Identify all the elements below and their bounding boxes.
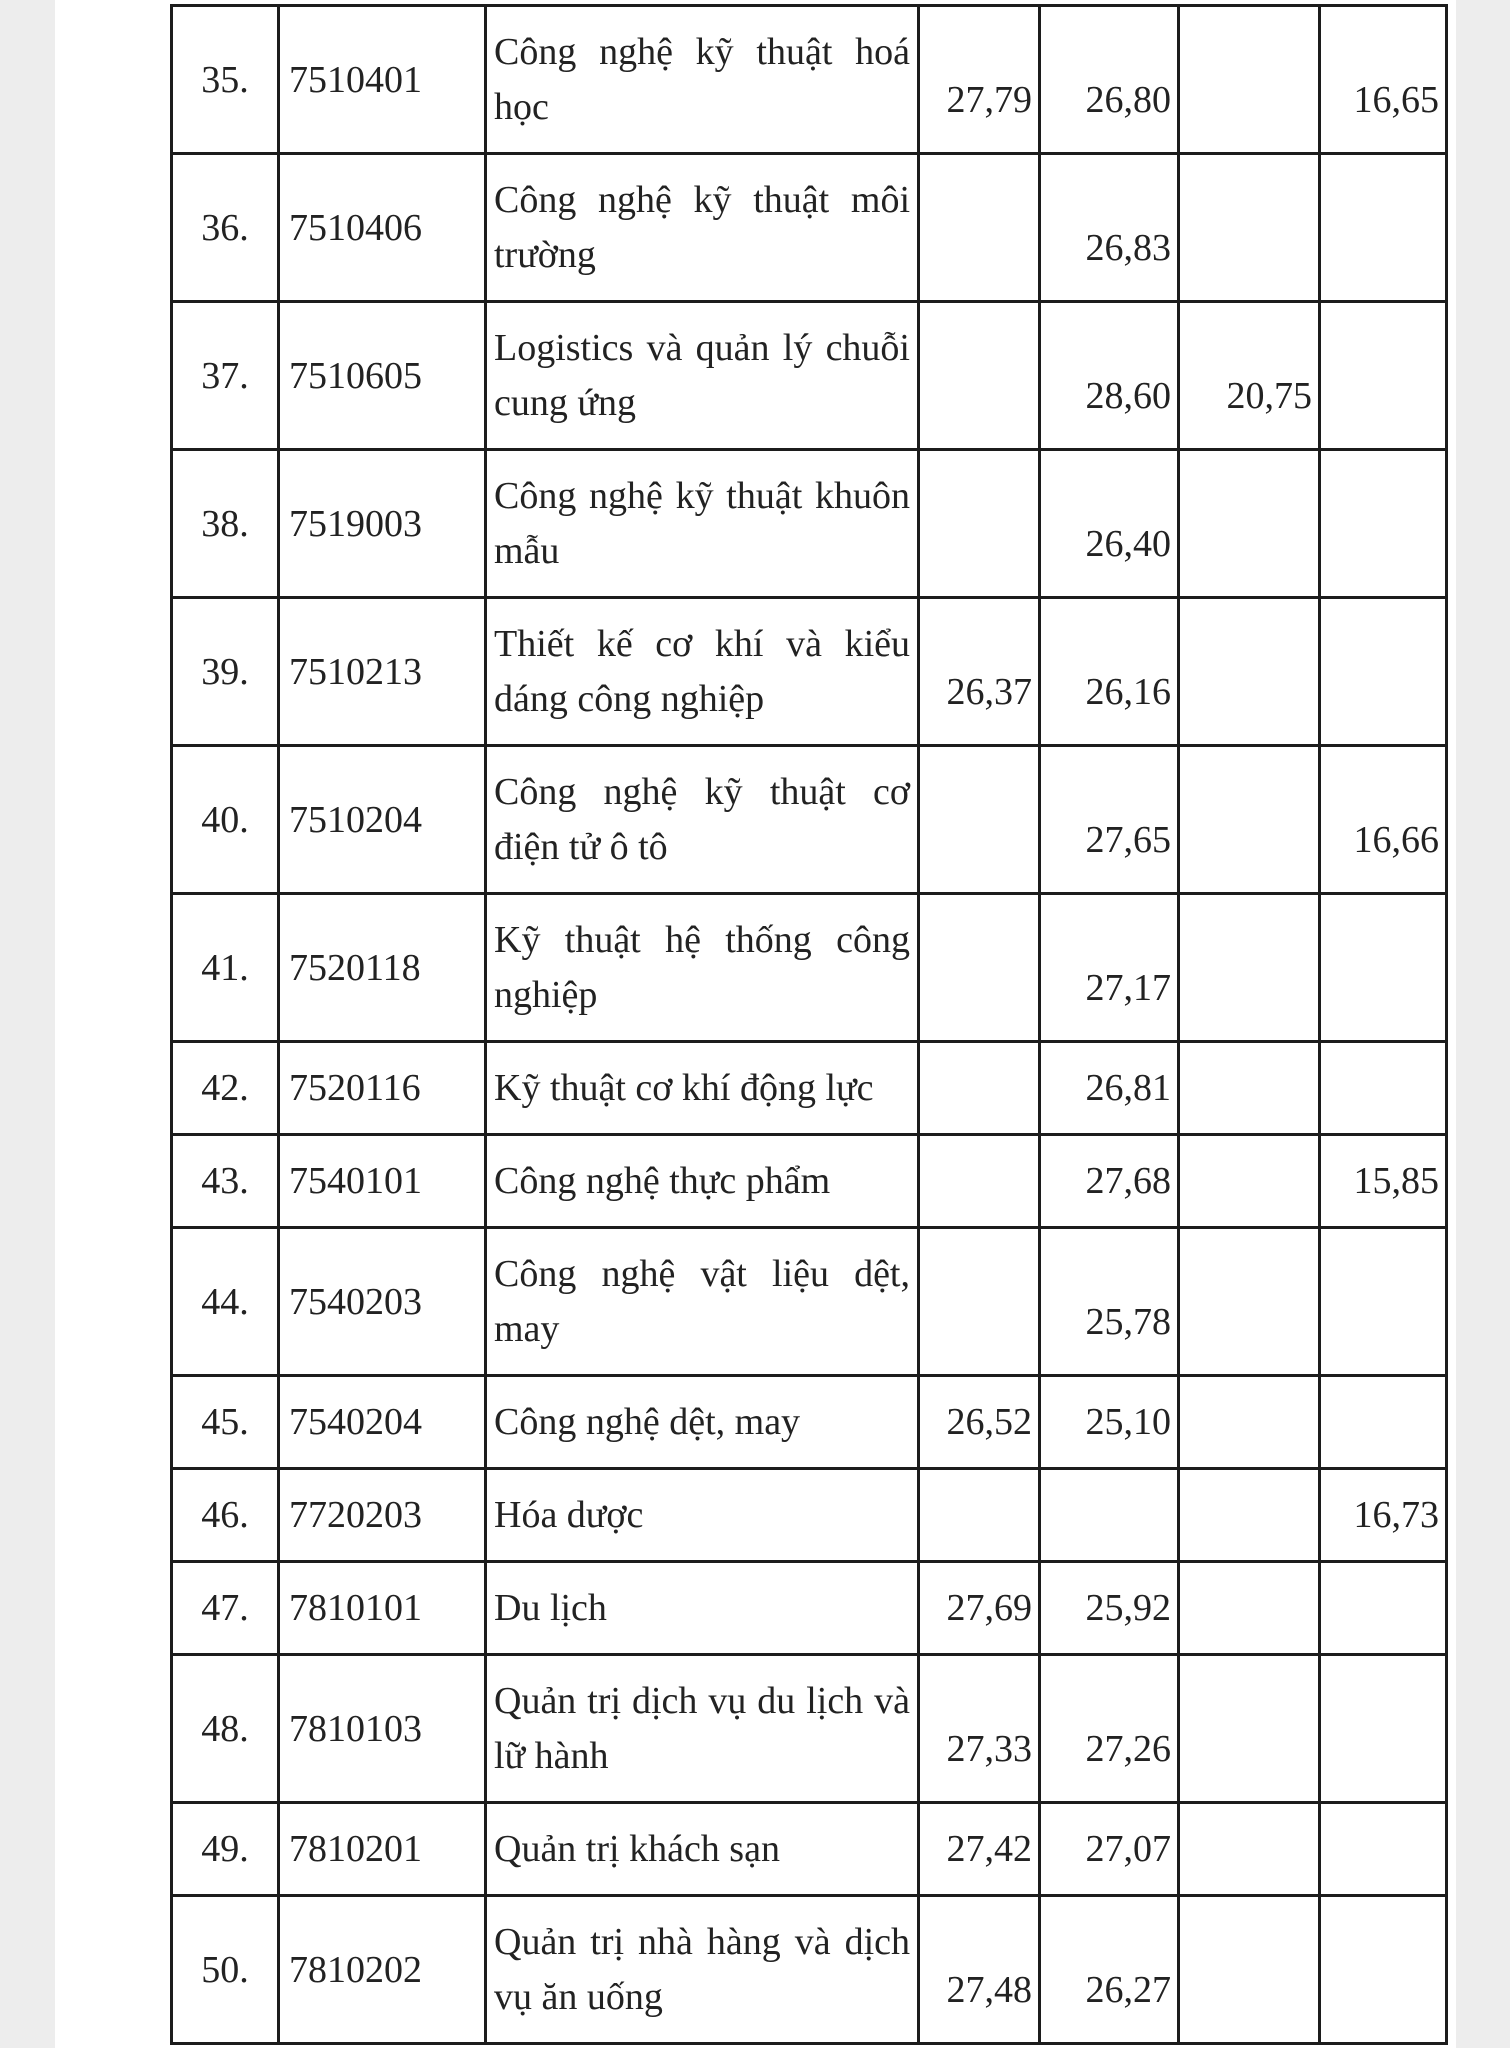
- program-name: Công nghệ kỹ thuật môi trường: [486, 154, 919, 302]
- score-cell-3: [1179, 154, 1320, 302]
- score-cell-2: 27,65: [1040, 746, 1179, 894]
- score-cell-4: 16,65: [1320, 6, 1447, 154]
- score-cell-4: [1320, 1376, 1447, 1469]
- table-row: [172, 1896, 1447, 2044]
- program-name: Logistics và quản lý chuỗi cung ứng: [486, 302, 919, 450]
- row-number: 45.: [172, 1376, 279, 1469]
- score-cell-3: [1179, 746, 1320, 894]
- score-cell-4: [1320, 1228, 1447, 1376]
- score-cell-1: 26,52: [919, 1376, 1040, 1469]
- row-number: 42.: [172, 1042, 279, 1135]
- score-cell-3: [1179, 450, 1320, 598]
- score-cell-2: 25,92: [1040, 1562, 1179, 1655]
- row-number: 49.: [172, 1803, 279, 1896]
- score-cell-2: 27,68: [1040, 1135, 1179, 1228]
- program-name: Kỹ thuật cơ khí động lực: [486, 1042, 919, 1135]
- table-row: [172, 6, 1447, 154]
- score-cell-1: 26,37: [919, 598, 1040, 746]
- program-code: 7520116: [279, 1042, 486, 1135]
- score-cell-1: 27,69: [919, 1562, 1040, 1655]
- program-name: Quản trị dịch vụ du lịch và lữ hành: [486, 1655, 919, 1803]
- table-row: [172, 1655, 1447, 1803]
- program-code: 7810101: [279, 1562, 486, 1655]
- row-number: 38.: [172, 450, 279, 598]
- table-row: [172, 1042, 1447, 1135]
- score-cell-1: [919, 154, 1040, 302]
- table-row: [172, 894, 1447, 1042]
- row-number: 40.: [172, 746, 279, 894]
- score-cell-3: [1179, 1469, 1320, 1562]
- score-cell-3: [1179, 1228, 1320, 1376]
- score-cell-2: 27,17: [1040, 894, 1179, 1042]
- row-number: 35.: [172, 6, 279, 154]
- row-number: 43.: [172, 1135, 279, 1228]
- program-name: Công nghệ kỹ thuật cơ điện tử ô tô: [486, 746, 919, 894]
- program-code: 7540204: [279, 1376, 486, 1469]
- program-code: 7520118: [279, 894, 486, 1042]
- score-cell-3: [1179, 6, 1320, 154]
- document-page: [55, 0, 1456, 2048]
- table-row: [172, 302, 1447, 450]
- score-cell-3: [1179, 1135, 1320, 1228]
- program-name: Kỹ thuật hệ thống công nghiệp: [486, 894, 919, 1042]
- program-code: 7510406: [279, 154, 486, 302]
- table-row: [172, 1135, 1447, 1228]
- score-cell-4: [1320, 1655, 1447, 1803]
- score-cell-1: 27,42: [919, 1803, 1040, 1896]
- score-cell-2: 26,27: [1040, 1896, 1179, 2044]
- row-number: 47.: [172, 1562, 279, 1655]
- score-cell-1: [919, 1469, 1040, 1562]
- table-body: [172, 6, 1447, 2044]
- row-number: 37.: [172, 302, 279, 450]
- score-cell-2: [1040, 1469, 1179, 1562]
- table-row: [172, 1469, 1447, 1562]
- score-cell-4: [1320, 1896, 1447, 2044]
- score-cell-4: [1320, 894, 1447, 1042]
- table-row: [172, 1376, 1447, 1469]
- program-name: Công nghệ kỹ thuật hoá học: [486, 6, 919, 154]
- row-number: 50.: [172, 1896, 279, 2044]
- score-cell-4: [1320, 598, 1447, 746]
- program-code: 7510213: [279, 598, 486, 746]
- program-name: Công nghệ thực phẩm: [486, 1135, 919, 1228]
- score-cell-1: [919, 894, 1040, 1042]
- score-cell-2: 26,16: [1040, 598, 1179, 746]
- score-cell-4: 15,85: [1320, 1135, 1447, 1228]
- table-row: [172, 1803, 1447, 1896]
- program-name: Công nghệ vật liệu dệt, may: [486, 1228, 919, 1376]
- score-cell-4: 16,73: [1320, 1469, 1447, 1562]
- score-cell-3: [1179, 1655, 1320, 1803]
- table-row: [172, 1562, 1447, 1655]
- score-cell-1: 27,33: [919, 1655, 1040, 1803]
- score-cell-3: [1179, 1376, 1320, 1469]
- score-cell-4: 16,66: [1320, 746, 1447, 894]
- row-number: 36.: [172, 154, 279, 302]
- row-number: 41.: [172, 894, 279, 1042]
- program-code: 7540203: [279, 1228, 486, 1376]
- program-name: Công nghệ kỹ thuật khuôn mẫu: [486, 450, 919, 598]
- table-row: [172, 598, 1447, 746]
- score-cell-1: [919, 746, 1040, 894]
- table-row: [172, 154, 1447, 302]
- score-cell-4: [1320, 450, 1447, 598]
- table-row: [172, 450, 1447, 598]
- program-code: 7810103: [279, 1655, 486, 1803]
- score-cell-1: 27,79: [919, 6, 1040, 154]
- score-cell-2: 27,07: [1040, 1803, 1179, 1896]
- program-name: Thiết kế cơ khí và kiểu dáng công nghiệp: [486, 598, 919, 746]
- score-cell-1: [919, 450, 1040, 598]
- program-code: 7519003: [279, 450, 486, 598]
- program-code: 7540101: [279, 1135, 486, 1228]
- score-cell-1: 27,48: [919, 1896, 1040, 2044]
- row-number: 44.: [172, 1228, 279, 1376]
- program-code: 7810202: [279, 1896, 486, 2044]
- score-cell-2: 26,81: [1040, 1042, 1179, 1135]
- program-code: 7510204: [279, 746, 486, 894]
- score-cell-3: [1179, 598, 1320, 746]
- program-name: Công nghệ dệt, may: [486, 1376, 919, 1469]
- row-number: 48.: [172, 1655, 279, 1803]
- score-cell-3: [1179, 1803, 1320, 1896]
- score-cell-2: 26,83: [1040, 154, 1179, 302]
- program-code: 7720203: [279, 1469, 486, 1562]
- score-cell-2: 28,60: [1040, 302, 1179, 450]
- table-row: [172, 1228, 1447, 1376]
- score-cell-3: [1179, 1042, 1320, 1135]
- admission-scores-table: [170, 4, 1448, 2045]
- program-code: 7810201: [279, 1803, 486, 1896]
- score-cell-1: [919, 1228, 1040, 1376]
- row-number: 46.: [172, 1469, 279, 1562]
- score-cell-2: 26,80: [1040, 6, 1179, 154]
- score-cell-2: 25,78: [1040, 1228, 1179, 1376]
- program-code: 7510401: [279, 6, 486, 154]
- row-number: 39.: [172, 598, 279, 746]
- score-cell-2: 26,40: [1040, 450, 1179, 598]
- score-cell-4: [1320, 302, 1447, 450]
- program-name: Quản trị nhà hàng và dịch vụ ăn uống: [486, 1896, 919, 2044]
- score-cell-4: [1320, 1042, 1447, 1135]
- score-cell-4: [1320, 154, 1447, 302]
- score-cell-2: 27,26: [1040, 1655, 1179, 1803]
- score-cell-1: [919, 302, 1040, 450]
- score-cell-1: [919, 1042, 1040, 1135]
- score-cell-2: 25,10: [1040, 1376, 1179, 1469]
- score-cell-1: [919, 1135, 1040, 1228]
- score-cell-3: [1179, 1562, 1320, 1655]
- score-cell-4: [1320, 1562, 1447, 1655]
- program-code: 7510605: [279, 302, 486, 450]
- score-cell-3: [1179, 1896, 1320, 2044]
- score-cell-3: 20,75: [1179, 302, 1320, 450]
- table-row: [172, 746, 1447, 894]
- program-name: Du lịch: [486, 1562, 919, 1655]
- score-cell-3: [1179, 894, 1320, 1042]
- program-name: Quản trị khách sạn: [486, 1803, 919, 1896]
- program-name: Hóa dược: [486, 1469, 919, 1562]
- score-cell-4: [1320, 1803, 1447, 1896]
